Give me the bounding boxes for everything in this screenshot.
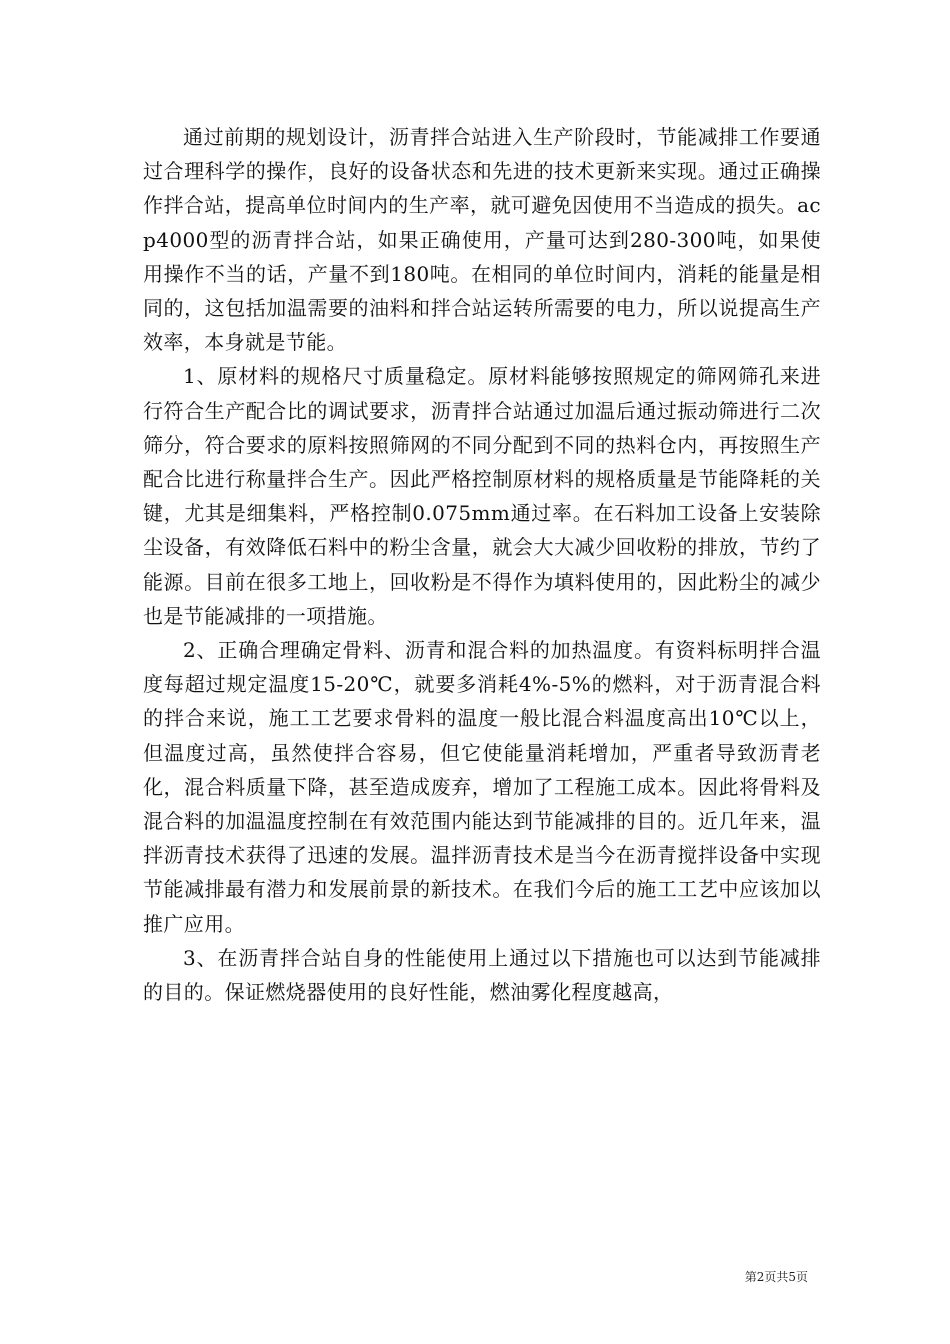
document-body xyxy=(143,120,821,1009)
paragraph-heating-temperature: 2、正确合理确定骨料、沥青和混合料的加热温度。有资料标明拌合温度每超过规定温度15-20℃，就要多消耗4%-5%的燃料，对于沥青混合料的拌合来说，施工工艺要求骨料的温度一般比混合料温度高出10℃以上，但温度过高，虽然使拌合容易，但它使能量消耗增加，严重者导致沥青老化，混合料质量下降，甚至造成废弃，增加了工程施工成本。因此将骨料及混合料的加温温度控制在有效范围内能达到节能减排的目的。近几年来，温拌沥青技术获得了迅速的发展。温拌沥青技术是当今在沥青搅拌设备中实现节能减排最有潜力和发展前景的新技术。在我们今后的施工工艺中应该加以推广应用。 xyxy=(143,638,821,936)
paragraph-intro: 通过前期的规划设计，沥青拌合站进入生产阶段时，节能减排工作要通过合理科学的操作，良好的设备状态和先进的技术更新来实现。通过正确操作拌合站，提高单位时间内的生产率，就可避免因使用不当造成的损失。acp4000型的沥青拌合站，如果正确使用，产量可达到280-300吨，如果使用操作不当的话，产量不到180吨。在相同的单位时间内，消耗的能量是相同的，这包括加温需要的油料和拌合站运转所需要的电力，所以说提高生产效率，本身就是节能。 xyxy=(143,125,821,355)
paragraph-raw-materials: 1、原材料的规格尺寸质量稳定。原材料能够按照规定的筛网筛孔来进行符合生产配合比的调试要求，沥青拌合站通过加温后通过振动筛进行二次筛分，符合要求的原料按照筛网的不同分配到不同的热料仓内，再按照生产配合比进行称量拌合生产。因此严格控制原材料的规格质量是节能降耗的关键，尤其是细集料，严格控制0.075mm通过率。在石料加工设备上安装除尘设备，有效降低石料中的粉尘含量，就会大大减少回收粉的排放，节约了能源。目前在很多工地上，回收粉是不得作为填料使用的，因此粉尘的减少也是节能减排的一项措施。 xyxy=(143,364,821,628)
page-number: 第2页共5页 xyxy=(744,1270,808,1284)
paragraph-plant-performance: 3、在沥青拌合站自身的性能使用上通过以下措施也可以达到节能减排的目的。保证燃烧器使用的良好性能，燃油雾化程度越高， xyxy=(143,945,821,1005)
